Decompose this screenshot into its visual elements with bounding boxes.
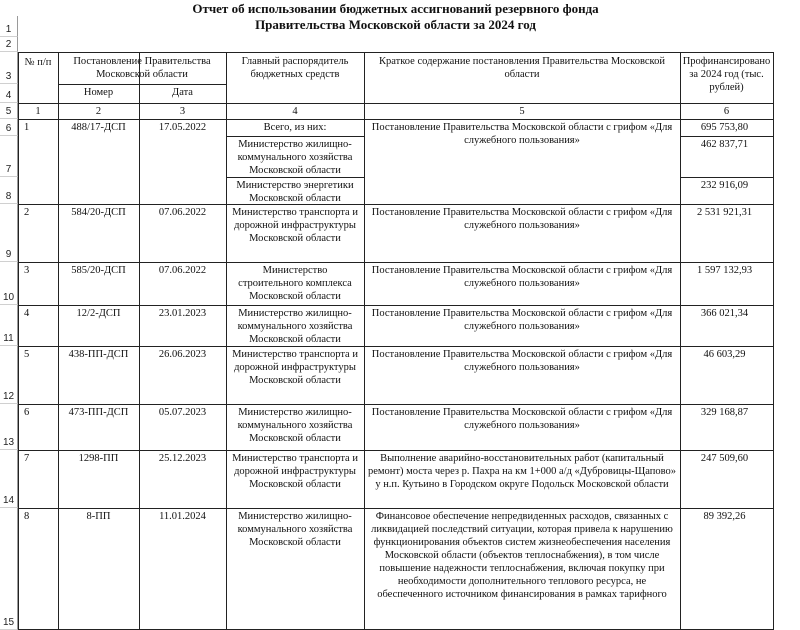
row-header[interactable] bbox=[0, 204, 18, 262]
decree-summary: Постановление Правительства Московской области с грифом «Для служебного пользования» bbox=[371, 349, 673, 373]
row-index bbox=[24, 179, 56, 204]
funded-amount: 232 916,09 bbox=[700, 180, 749, 191]
decree-summary: Постановление Правительства Московской области с грифом «Для служебного пользования» bbox=[371, 407, 673, 431]
decree-date: 25.12.2023 bbox=[158, 453, 207, 464]
row-index: 7 bbox=[24, 453, 30, 464]
budget-manager: Министерство транспорта и дорожной инфраструктуры Московской области bbox=[232, 453, 358, 490]
row-index: 8 bbox=[24, 511, 30, 522]
decree-number: 584/20-ДСП bbox=[71, 207, 126, 218]
row-header-label: 5 bbox=[5, 106, 12, 117]
grid-subrow bbox=[680, 177, 773, 178]
grid-row-line bbox=[18, 404, 773, 405]
report-title-line2: Правительства Московской области за 2024 год bbox=[255, 17, 536, 32]
decree-summary: Постановление Правительства Московской области с грифом «Для служебного пользования» bbox=[371, 207, 673, 231]
row-header-label: 4 bbox=[5, 90, 12, 101]
grid-subheader bbox=[58, 84, 226, 85]
grid-colnum-bottom bbox=[18, 119, 773, 120]
grid-vline bbox=[773, 52, 774, 630]
funded-amount: 329 168,87 bbox=[700, 407, 749, 418]
budget-manager: Министерство жилищно-коммунального хозяйства Московской области bbox=[237, 511, 353, 548]
row-header-label: 10 bbox=[2, 292, 15, 303]
decree-summary bbox=[367, 179, 677, 204]
header-decree-date: Дата bbox=[172, 87, 193, 98]
row-header-label: 1 bbox=[5, 24, 12, 35]
decree-summary: Выполнение аварийно-восстановительных работ (капитальный ремонт) моста через р. Пахра на км 1+000 а/д «Дубровицы-Щапово» у н.п. Кутьино в Городском округе Подольск Московской области bbox=[367, 453, 677, 490]
grid-vline bbox=[139, 52, 140, 84]
row-index bbox=[24, 138, 56, 177]
decree-number: 12/2-ДСП bbox=[76, 308, 121, 319]
row-header[interactable] bbox=[0, 305, 18, 346]
grid-row-line bbox=[18, 450, 773, 451]
grid-subrow bbox=[680, 136, 773, 137]
decree-number bbox=[60, 179, 137, 204]
row-header-label: 3 bbox=[5, 71, 12, 82]
row-header[interactable] bbox=[0, 119, 18, 136]
row-header[interactable] bbox=[0, 404, 18, 450]
header-manager: Главный распорядитель бюджетных средств bbox=[241, 56, 349, 80]
header-decree-number: Номер bbox=[83, 87, 114, 98]
grid-row-line bbox=[18, 262, 773, 263]
row-header[interactable] bbox=[0, 346, 18, 404]
funded-amount: 1 597 132,93 bbox=[696, 265, 753, 276]
budget-manager: Министерство строительного комплекса Московской области bbox=[238, 265, 352, 302]
grid-vline bbox=[680, 52, 681, 630]
grid-vline bbox=[58, 52, 59, 630]
decree-date: 26.06.2023 bbox=[158, 349, 207, 360]
row-header[interactable] bbox=[0, 52, 18, 84]
grid-top bbox=[18, 52, 773, 53]
header-decree: Постановление Правительства Московской области bbox=[73, 56, 211, 80]
row-header-label: 8 bbox=[5, 191, 12, 202]
budget-manager: Министерство транспорта и дорожной инфраструктуры Московской области bbox=[232, 207, 358, 244]
decree-date: 07.06.2022 bbox=[158, 265, 207, 276]
column-number: 6 bbox=[723, 106, 730, 117]
budget-manager: Министерство энергетики Московской области bbox=[236, 180, 354, 204]
funded-amount: 366 021,34 bbox=[700, 308, 749, 319]
decree-number: 473-ПП-ДСП bbox=[68, 407, 129, 418]
decree-summary bbox=[367, 138, 677, 177]
report-title-line1: Отчет об использовании бюджетных ассигнований резервного фонда bbox=[192, 1, 599, 16]
funded-amount: 695 753,80 bbox=[700, 122, 749, 133]
decree-number bbox=[60, 138, 137, 177]
grid-vline bbox=[226, 52, 227, 630]
grid-subrow bbox=[226, 177, 364, 178]
budget-manager: Министерство жилищно-коммунального хозяйства Московской области bbox=[237, 308, 353, 345]
budget-manager: Министерство транспорта и дорожной инфраструктуры Московской области bbox=[232, 349, 358, 386]
column-number: 5 bbox=[519, 106, 525, 117]
funded-amount: 462 837,71 bbox=[700, 139, 749, 150]
grid-row-line bbox=[18, 508, 773, 509]
row-index: 5 bbox=[24, 349, 30, 360]
column-number: 1 bbox=[35, 106, 41, 117]
decree-summary: Постановление Правительства Московской области с грифом «Для служебного пользования» bbox=[371, 308, 673, 332]
row-header[interactable] bbox=[0, 103, 18, 119]
grid-row-line bbox=[18, 204, 773, 205]
row-header[interactable] bbox=[0, 177, 18, 204]
funded-amount: 46 603,29 bbox=[703, 349, 746, 360]
header-num: № п/п bbox=[24, 57, 52, 68]
row-header-label: 14 bbox=[2, 495, 15, 506]
row-header[interactable] bbox=[0, 262, 18, 305]
budget-manager: Министерство жилищно-коммунального хозяйства Московской области bbox=[237, 407, 353, 444]
column-number: 2 bbox=[95, 106, 102, 117]
row-index: 6 bbox=[24, 407, 30, 418]
decree-date: 11.01.2024 bbox=[159, 511, 206, 522]
decree-date bbox=[141, 179, 224, 204]
decree-summary: Финансовое обеспечение непредвиденных расходов, связанных с ликвидацией последствий ситуации, которая привела к нарушению функционирования объектов систем жизнеобеспечения населения Московской области (объектов теплоснабжения), в том числе повышение надежности теплоснабжения, включая покупку при необходимости дополнительного теплового ресурса, не обеспеченного источником финансирования в рамках тарифного bbox=[371, 511, 673, 600]
header-summary: Краткое содержание постановления Правительства Московской области bbox=[379, 56, 665, 80]
row-header-label: 12 bbox=[2, 391, 15, 402]
row-header[interactable] bbox=[0, 450, 18, 508]
grid-header-bottom bbox=[18, 103, 773, 104]
row-index: 1 bbox=[24, 122, 30, 133]
row-header-label: 9 bbox=[5, 249, 12, 260]
row-index: 4 bbox=[24, 308, 30, 319]
decree-date: 07.06.2022 bbox=[158, 207, 207, 218]
decree-date bbox=[141, 138, 224, 177]
row-header[interactable] bbox=[0, 84, 18, 103]
row-header[interactable] bbox=[0, 37, 18, 52]
row-header[interactable] bbox=[0, 16, 18, 37]
decree-summary: Постановление Правительства Московской области с грифом «Для служебного пользования» bbox=[371, 265, 673, 289]
row-header-label: 13 bbox=[2, 437, 15, 448]
grid-vline bbox=[139, 52, 140, 630]
decree-summary: Постановление Правительства Московской области с грифом «Для служебного пользования» bbox=[371, 122, 673, 146]
row-header-label: 11 bbox=[3, 333, 14, 344]
budget-manager: Всего, из них: bbox=[263, 122, 327, 133]
row-header-label: 15 bbox=[2, 617, 15, 628]
grid-vline bbox=[364, 52, 365, 630]
decree-number: 438-ПП-ДСП bbox=[68, 349, 129, 360]
decree-number: 8-ПП bbox=[86, 511, 111, 522]
header-funded: Профинансировано за 2024 год (тыс. рублей) bbox=[682, 56, 771, 93]
row-index: 3 bbox=[24, 265, 30, 276]
decree-number: 488/17-ДСП bbox=[71, 122, 126, 133]
grid-vline bbox=[18, 52, 19, 630]
decree-date: 23.01.2023 bbox=[158, 308, 207, 319]
grid-subrow bbox=[226, 136, 364, 137]
funded-amount: 247 509,60 bbox=[700, 453, 749, 464]
row-header[interactable] bbox=[0, 508, 18, 630]
row-header-label: 6 bbox=[5, 123, 12, 134]
decree-date: 17.05.2022 bbox=[158, 122, 207, 133]
row-header-label: 7 bbox=[5, 164, 12, 175]
grid-row-line bbox=[18, 346, 773, 347]
decree-number: 1298-ПП bbox=[78, 453, 119, 464]
funded-amount: 2 531 921,31 bbox=[696, 207, 753, 218]
row-index: 2 bbox=[24, 207, 30, 218]
row-header[interactable] bbox=[0, 136, 18, 177]
funded-amount: 89 392,26 bbox=[703, 511, 746, 522]
decree-number: 585/20-ДСП bbox=[71, 265, 126, 276]
column-number: 4 bbox=[292, 106, 298, 117]
column-number: 3 bbox=[179, 106, 186, 117]
decree-date: 05.07.2023 bbox=[158, 407, 207, 418]
grid-row-line bbox=[18, 305, 773, 306]
row-header-label: 2 bbox=[5, 39, 12, 50]
budget-manager: Министерство жилищно-коммунального хозяйства Московской области bbox=[237, 139, 353, 176]
